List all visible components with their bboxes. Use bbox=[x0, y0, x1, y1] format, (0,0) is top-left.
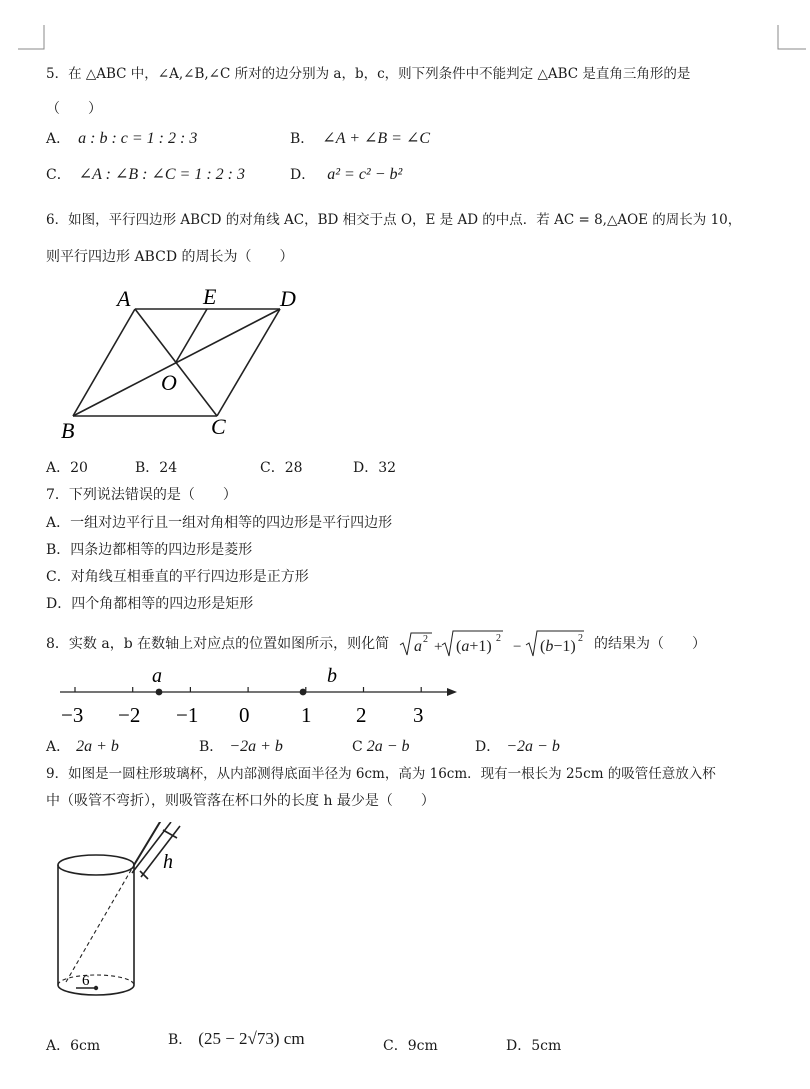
option-label: D． bbox=[46, 596, 72, 612]
option-label: B． bbox=[135, 460, 160, 476]
q8-stem-pre: 8．实数 a，b 在数轴上对应点的位置如图所示，则化简 bbox=[46, 636, 390, 652]
option-label: D． bbox=[353, 460, 379, 476]
option-text: ∠A + ∠B = ∠C bbox=[322, 130, 431, 147]
option-text: 24 bbox=[159, 460, 178, 476]
tick-label: 0 bbox=[239, 703, 250, 727]
q5-stem: 5．在 △ABC 中，∠A,∠B,∠C 所对的边分别为 a，b，c，则下列条件中不能判定 △ABC 是直角三角形的是 bbox=[46, 66, 691, 82]
option-label: D． bbox=[506, 1038, 532, 1054]
q8-option-b[interactable] bbox=[199, 738, 283, 756]
q7-stem: 7．下列说法错误的是（ ） bbox=[46, 487, 237, 503]
parallelogram-figure bbox=[55, 282, 315, 442]
vertex-label-a: A bbox=[117, 286, 131, 311]
option-text: 对角线互相垂直的平行四边形是正方形 bbox=[70, 569, 309, 585]
option-text: −2a − b bbox=[506, 738, 560, 755]
svg-text:2: 2 bbox=[422, 634, 428, 645]
q5-option-d[interactable] bbox=[290, 166, 402, 184]
q5-option-b[interactable] bbox=[290, 130, 430, 148]
q5-option-a[interactable] bbox=[46, 130, 197, 148]
q5-option-c[interactable] bbox=[46, 166, 245, 184]
option-text: 32 bbox=[378, 460, 397, 476]
option-label: B． bbox=[168, 1032, 193, 1048]
q6-option-c[interactable] bbox=[260, 459, 303, 477]
tick-label: −3 bbox=[61, 703, 84, 727]
q6-option-a[interactable] bbox=[46, 459, 88, 477]
q8-stem bbox=[46, 629, 706, 659]
option-text: a : b : c = 1 : 2 : 3 bbox=[78, 130, 198, 147]
option-text: 6cm bbox=[70, 1038, 101, 1054]
option-label: C． bbox=[383, 1038, 408, 1054]
option-text: 一组对边平行且一组对角相等的四边形是平行四边形 bbox=[70, 515, 393, 531]
option-label: A． bbox=[46, 739, 71, 755]
q9-stem-line2: 中（吸管不弯折），则吸管落在杯口外的长度 h 最少是（ ） bbox=[46, 793, 435, 809]
length-label-h: h bbox=[163, 851, 173, 873]
q9-option-a[interactable] bbox=[46, 1037, 100, 1055]
q7-option-d[interactable] bbox=[46, 595, 253, 613]
option-text: a² = c² − b² bbox=[327, 166, 403, 183]
tick-label: −2 bbox=[118, 703, 141, 727]
svg-text:+: + bbox=[433, 639, 443, 655]
option-label: B． bbox=[290, 131, 315, 147]
option-label: A． bbox=[46, 1038, 71, 1054]
option-text: 四条边都相等的四边形是菱形 bbox=[70, 542, 253, 558]
q6-stem: 6．如图，平行四边形 ABCD 的对角线 AC，BD 相交于点 O，E 是 AD 的中点．若 AC = 8,△AOE 的周长为 10， bbox=[46, 212, 742, 228]
option-label: C bbox=[352, 739, 363, 755]
option-label: A． bbox=[46, 131, 71, 147]
option-label: C． bbox=[260, 460, 285, 476]
option-text: 28 bbox=[284, 460, 303, 476]
q5-answer-paren: （ ） bbox=[46, 101, 102, 117]
tick-label: −1 bbox=[176, 703, 199, 727]
q6-option-b[interactable] bbox=[135, 459, 177, 477]
option-label: A． bbox=[46, 460, 71, 476]
q6-stem-line2: 则平行四边形 ABCD 的周长为（ ） bbox=[46, 249, 294, 265]
q9-stem: 9．如图是一圆柱形玻璃杯，从内部测得底面半径为 6cm，高为 16cm．现有一根长为 25cm 的吸管任意放入杯 bbox=[46, 766, 716, 782]
option-label: B． bbox=[199, 739, 224, 755]
option-label: D． bbox=[475, 739, 501, 755]
vertex-label-b: B bbox=[61, 418, 75, 442]
svg-text:−: − bbox=[512, 639, 522, 655]
q7-option-a[interactable] bbox=[46, 514, 392, 532]
cylinder-figure bbox=[48, 822, 198, 1017]
q8-option-d[interactable] bbox=[475, 738, 560, 756]
q9-option-d[interactable] bbox=[506, 1037, 561, 1055]
q7-option-b[interactable] bbox=[46, 541, 252, 559]
option-label: D． bbox=[290, 167, 316, 183]
svg-text:(a+1): (a+1) bbox=[455, 638, 492, 655]
option-label: B． bbox=[46, 542, 71, 558]
vertex-label-d: D bbox=[280, 286, 296, 311]
q8-option-c[interactable] bbox=[352, 738, 410, 756]
q9-option-b[interactable] bbox=[168, 1030, 305, 1049]
tick-label: 3 bbox=[413, 703, 424, 727]
vertex-label-o: O bbox=[161, 370, 177, 395]
option-text: 四个角都相等的四边形是矩形 bbox=[71, 596, 254, 612]
q6-option-d[interactable] bbox=[353, 459, 396, 477]
tick-label: 2 bbox=[356, 703, 367, 727]
option-label: C． bbox=[46, 167, 71, 183]
vertex-label-e: E bbox=[203, 284, 217, 309]
radius-label: 6 bbox=[82, 973, 90, 989]
option-text: 5cm bbox=[531, 1038, 562, 1054]
svg-text:2: 2 bbox=[577, 633, 583, 644]
vertex-label-c: C bbox=[211, 414, 226, 439]
tick-label: 1 bbox=[301, 703, 312, 727]
q8-option-a[interactable] bbox=[46, 738, 119, 756]
svg-text:(b−1): (b−1) bbox=[539, 638, 576, 655]
option-text: 2a − b bbox=[366, 738, 410, 755]
q9-option-c[interactable] bbox=[383, 1037, 438, 1055]
point-label-b: b bbox=[327, 665, 337, 687]
option-label: A． bbox=[46, 515, 71, 531]
corner-mark-left bbox=[18, 25, 48, 51]
option-label: C． bbox=[46, 569, 71, 585]
option-text: −2a + b bbox=[229, 738, 283, 755]
option-text: 9cm bbox=[407, 1038, 438, 1054]
option-text: 2a + b bbox=[76, 738, 119, 755]
option-text: ∠A : ∠B : ∠C = 1 : 2 : 3 bbox=[78, 166, 245, 183]
option-text: 20 bbox=[70, 460, 88, 476]
q8-radical-expression bbox=[398, 629, 586, 659]
svg-text:2: 2 bbox=[495, 633, 501, 644]
q7-option-c[interactable] bbox=[46, 568, 309, 586]
number-line-figure bbox=[55, 662, 465, 728]
corner-mark-right bbox=[776, 25, 806, 51]
svg-text:a: a bbox=[413, 638, 422, 655]
point-label-a: a bbox=[152, 665, 162, 687]
q8-stem-post: 的结果为（ ） bbox=[594, 636, 707, 652]
option-text: (25 − 2√73) cm bbox=[198, 1029, 305, 1048]
